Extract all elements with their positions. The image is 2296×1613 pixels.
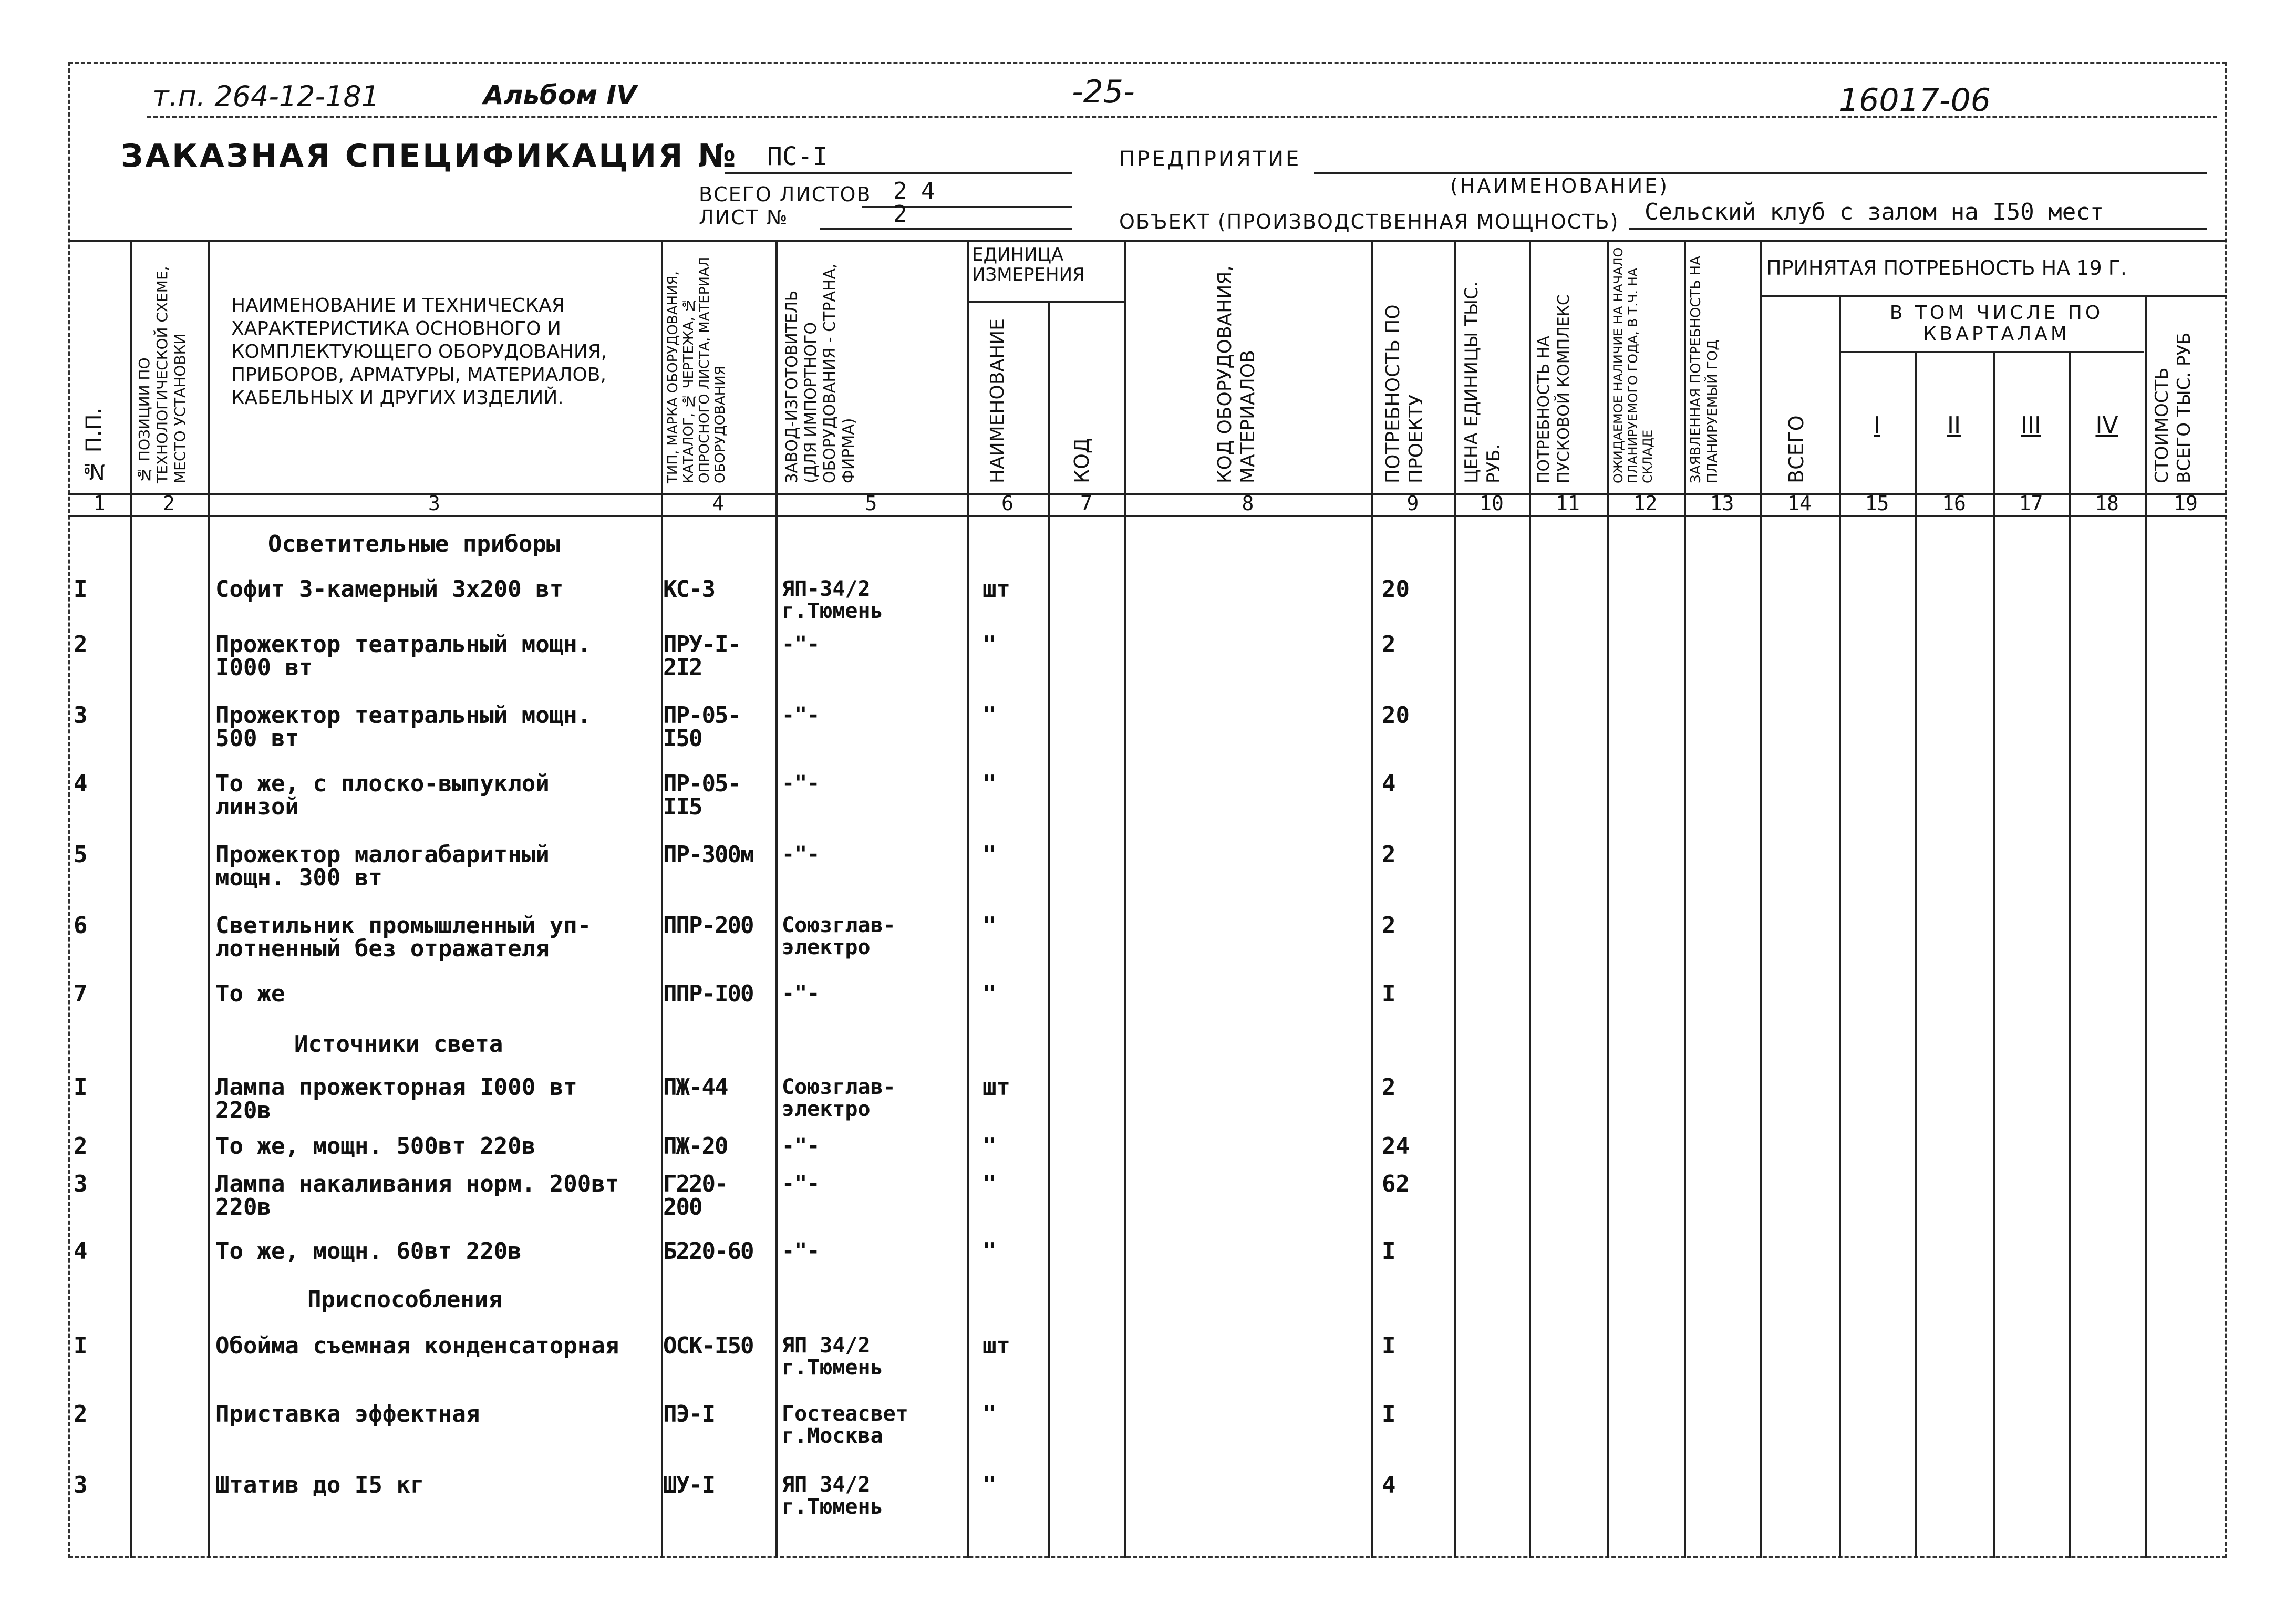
row-item-name: То же, мощн. 500вт 220в: [215, 1133, 536, 1160]
enterprise-label: ПРЕДПРИЯТИЕ: [1119, 147, 1301, 171]
row-quantity: I: [1382, 980, 1396, 1007]
section-heading: Источники света: [294, 1031, 503, 1058]
header-col-12: ОЖИДАЕМОЕ НАЛИЧИЕ НА НАЧАЛО ПЛАНИРУЕМОГО ГОДА, В Т.Ч. НА СКЛАДЕ: [1611, 247, 1655, 483]
row-unit: шт: [982, 576, 1010, 603]
row-quantity: I: [1382, 1401, 1396, 1428]
row-unit: ": [982, 1238, 997, 1265]
row-unit: ": [982, 1133, 997, 1160]
row-number: 6: [74, 912, 88, 939]
section-heading: Приспособления: [307, 1286, 502, 1313]
col-line-5: [967, 240, 969, 1558]
sheet-label: ЛИСТ №: [699, 206, 789, 229]
row-number: 2: [74, 1401, 88, 1428]
row-unit: ": [982, 841, 997, 868]
row-unit: шт: [982, 1332, 1010, 1359]
row-manufacturer: Союзглав- электро: [782, 913, 896, 959]
row-manufacturer: -"-: [782, 703, 820, 727]
enterprise-name-label: (НАИМЕНОВАНИЕ): [1450, 174, 1669, 198]
col-line-7: [1124, 240, 1126, 1558]
row-number: I: [74, 1332, 88, 1359]
row-type: ППР-I00: [663, 980, 753, 1007]
album-label: Альбом IV: [483, 80, 637, 110]
col-line-3: [661, 240, 663, 1558]
col-num-6: 6: [1001, 492, 1013, 515]
row-manufacturer: -"-: [782, 981, 820, 1006]
quarters-subheader-line: [1839, 351, 2144, 353]
row-item-name: Лампа прожекторная I000 вт 220в: [215, 1074, 577, 1124]
row-manufacturer: -"-: [782, 1239, 820, 1263]
col-line-11: [1607, 240, 1609, 1558]
header-col-7: КОД: [1070, 438, 1093, 483]
col-line-2: [208, 240, 210, 1558]
col-num-5: 5: [865, 492, 877, 515]
col-line-12: [1684, 240, 1686, 1558]
accepted-subheader-line: [1760, 295, 2227, 297]
row-type: Г220- 200: [663, 1171, 728, 1221]
row-manufacturer: Союзглав- электро: [782, 1075, 896, 1121]
row-item-name: Лампа накаливания норм. 200вт 220в: [215, 1171, 619, 1221]
row-item-name: То же, с плоско-выпуклой линзой: [215, 770, 550, 820]
col-num-3: 3: [428, 492, 440, 515]
section-heading: Осветительные приборы: [268, 531, 561, 557]
object-label: ОБЪЕКТ (ПРОИЗВОДСТВЕННАЯ МОЩНОСТЬ): [1119, 210, 1619, 233]
col-line-14: [1839, 295, 1841, 1558]
row-unit: шт: [982, 1074, 1010, 1101]
row-unit: ": [982, 1171, 997, 1197]
row-type: ШУ-I: [663, 1472, 715, 1498]
col-num-19: 19: [2174, 492, 2198, 515]
row-quantity: 62: [1382, 1171, 1410, 1197]
col-num-12: 12: [1633, 492, 1658, 515]
col-num-14: 14: [1787, 492, 1812, 515]
col-line-4: [775, 240, 778, 1558]
row-unit: ": [982, 770, 997, 797]
header-divider: [147, 116, 2217, 118]
row-item-name: Светильник промышленный уп- лотненный без отражателя: [215, 912, 592, 962]
col-num-15: 15: [1865, 492, 1889, 515]
row-unit: ": [982, 980, 997, 1007]
row-manufacturer: -"-: [782, 1172, 820, 1196]
col-line-1: [130, 240, 132, 1558]
col-line-17: [2069, 351, 2071, 1558]
row-number: 4: [74, 1238, 88, 1265]
col-num-7: 7: [1080, 492, 1092, 515]
row-type: ПР-05- II5: [663, 770, 740, 820]
header-col-5: ЗАВОД-ИЗГОТОВИТЕЛЬ (ДЛЯ ИМПОРТНОГО ОБОРУДОВАНИЯ - СТРАНА, ФИРМА): [783, 263, 858, 483]
row-manufacturer: ЯП 34/2 г.Тюмень: [782, 1473, 883, 1519]
row-number: 4: [74, 770, 88, 797]
col-line-9: [1454, 240, 1456, 1558]
header-accepted: ПРИНЯТАЯ ПОТРЕБНОСТЬ НА 19 Г.: [1766, 256, 2127, 280]
total-sheets-value: 2 4: [893, 178, 935, 204]
row-unit: ": [982, 1472, 997, 1498]
row-item-name: Приставка эффектная: [215, 1401, 480, 1428]
row-quantity: 24: [1382, 1133, 1410, 1160]
header-q2: II: [1947, 412, 1961, 439]
spec-title: ЗАКАЗНАЯ СПЕЦИФИКАЦИЯ №: [121, 138, 738, 174]
row-item-name: Прожектор театральный мощн. I000 вт: [215, 631, 592, 681]
header-quarters: В ТОМ ЧИСЛЕ ПО КВАРТАЛАМ: [1889, 302, 2104, 345]
col-num-8: 8: [1242, 492, 1254, 515]
spec-number-underline: [725, 172, 1072, 174]
header-col-4: ТИП, МАРКА ОБОРУДОВАНИЯ, КАТАЛОГ, № ЧЕРТЕЖА, № ОПРОСНОГО ЛИСТА, МАТЕРИАЛ ОБОРУДОВАНИЯ: [665, 256, 728, 483]
row-manufacturer: -"-: [782, 771, 820, 795]
col-num-18: 18: [2095, 492, 2119, 515]
row-quantity: I: [1382, 1238, 1396, 1265]
spec-number: ПС-I: [767, 142, 828, 171]
row-manufacturer: ЯП-34/2 г.Тюмень: [782, 577, 883, 623]
row-type: КС-3: [663, 576, 715, 603]
total-sheets-label: ВСЕГО ЛИСТОВ: [699, 183, 872, 206]
row-type: ОСК-I50: [663, 1332, 753, 1359]
row-manufacturer: -"-: [782, 632, 820, 656]
row-quantity: 2: [1382, 841, 1396, 868]
header-col-3: НАИМЕНОВАНИЕ И ТЕХНИЧЕСКАЯ ХАРАКТЕРИСТИКА ОСНОВНОГО И КОМПЛЕКТУЮЩЕГО ОБОРУДОВАНИЯ, ПРИБОРОВ, АРМАТУРЫ, МАТЕРИАЛОВ, КАБЕЛЬНЫХ И ДРУГИХ ИЗДЕЛИЙ.: [231, 295, 607, 409]
row-item-name: Прожектор малогабаритный мощн. 300 вт: [215, 841, 550, 891]
row-unit: ": [982, 1401, 997, 1428]
row-quantity: 2: [1382, 631, 1396, 658]
header-unit: ЕДИНИЦА ИЗМЕРЕНИЯ: [972, 244, 1085, 285]
row-number: 5: [74, 841, 88, 868]
row-quantity: 2: [1382, 912, 1396, 939]
header-col-2: № ПОЗИЦИИ ПО ТЕХНОЛОГИЧЕСКОЙ СХЕМЕ, МЕСТО УСТАНОВКИ: [136, 266, 189, 483]
table-top-border: [68, 240, 2227, 242]
row-number: 7: [74, 980, 88, 1007]
row-item-name: То же: [215, 980, 285, 1007]
sheet-value: 2: [893, 201, 907, 228]
header-col-14: ВСЕГО: [1785, 415, 1808, 483]
row-type: ПЖ-20: [663, 1133, 728, 1160]
unit-subheader-line: [967, 301, 1124, 303]
col-num-2: 2: [163, 492, 175, 515]
row-number: 3: [74, 702, 88, 729]
row-type: ПЖ-44: [663, 1074, 728, 1101]
row-item-name: Штатив до I5 кг: [215, 1472, 425, 1498]
row-quantity: 4: [1382, 1472, 1396, 1498]
col-num-13: 13: [1710, 492, 1734, 515]
row-manufacturer: -"-: [782, 1134, 820, 1158]
header-col-6: НАИМЕНОВАНИЕ: [987, 318, 1008, 483]
row-number: 2: [74, 1133, 88, 1160]
row-unit: ": [982, 912, 997, 939]
col-num-1: 1: [93, 492, 106, 515]
row-manufacturer: -"-: [782, 842, 820, 866]
row-number: I: [74, 576, 88, 603]
row-manufacturer: ЯП 34/2 г.Тюмень: [782, 1333, 883, 1380]
row-quantity: 20: [1382, 702, 1410, 729]
row-unit: ": [982, 631, 997, 658]
header-col-19: СТОИМОСТЬ ВСЕГО ТЫС. РУБ: [2152, 332, 2195, 483]
row-type: Б220-60: [663, 1238, 753, 1265]
header-col-8: КОД ОБОРУДОВАНИЯ, МАТЕРИАЛОВ: [1214, 265, 1259, 483]
col-line-18: [2145, 295, 2147, 1558]
header-q3: III: [2021, 412, 2041, 439]
row-number: 3: [74, 1171, 88, 1197]
row-quantity: 2: [1382, 1074, 1396, 1101]
enterprise-underline: [1314, 172, 2207, 174]
header-col-11: ПОТРЕБНОСТЬ НА ПУСКОВОЙ КОМПЛЕКС: [1535, 294, 1573, 483]
col-num-17: 17: [2019, 492, 2043, 515]
header-col-13: ЗАЯВЛЕННАЯ ПОТРЕБНОСТЬ НА ПЛАНИРУЕМЫЙ ГОД: [1688, 256, 1721, 483]
row-number: 3: [74, 1472, 88, 1498]
header-q1: I: [1874, 412, 1880, 439]
col-line-10: [1529, 240, 1531, 1558]
row-item-name: То же, мощн. 60вт 220в: [215, 1238, 522, 1265]
col-line-8: [1371, 240, 1373, 1558]
row-item-name: Обойма съемная конденсаторная: [215, 1332, 619, 1359]
row-quantity: 4: [1382, 770, 1396, 797]
sheet-underline: [820, 228, 1072, 230]
col-line-16: [1993, 351, 1995, 1558]
col-line-13: [1760, 240, 1762, 1558]
col-num-16: 16: [1942, 492, 1966, 515]
row-unit: ": [982, 702, 997, 729]
row-number: I: [74, 1074, 88, 1101]
col-line-15: [1915, 351, 1917, 1558]
header-q4: IV: [2095, 412, 2118, 439]
row-quantity: 20: [1382, 576, 1410, 603]
col-num-11: 11: [1556, 492, 1580, 515]
tp-label: т.п. 264-12-181: [152, 80, 380, 113]
document-code: 16017-06: [1839, 82, 1991, 119]
object-value: Сельский клуб с залом на I50 мест: [1645, 199, 2104, 225]
row-item-name: Прожектор театральный мощн. 500 вт: [215, 702, 592, 752]
col-num-4: 4: [712, 492, 725, 515]
row-type: ПЭ-I: [663, 1401, 715, 1428]
row-type: ПР-05- I50: [663, 702, 740, 752]
row-item-name: Софит 3-камерный 3х200 вт: [215, 576, 564, 603]
page-number: -25-: [1072, 74, 1135, 110]
col-line-6: [1048, 301, 1050, 1558]
header-col-1: № П.П.: [82, 407, 106, 483]
row-quantity: I: [1382, 1332, 1396, 1359]
header-col-9: ПОТРЕБНОСТЬ ПО ПРОЕКТУ: [1382, 304, 1427, 483]
row-type: ПР-300м: [663, 841, 753, 868]
col-num-10: 10: [1480, 492, 1504, 515]
row-manufacturer: Гостеасвет г.Москва: [782, 1402, 908, 1448]
object-underline: [1629, 228, 2207, 230]
header-col-10: ЦЕНА ЕДИНИЦЫ ТЫС. РУБ.: [1461, 281, 1504, 483]
row-type: ППР-200: [663, 912, 753, 939]
row-type: ПРУ-I- 2I2: [663, 631, 740, 681]
column-number-border: [68, 515, 2227, 517]
col-num-9: 9: [1406, 492, 1419, 515]
row-number: 2: [74, 631, 88, 658]
